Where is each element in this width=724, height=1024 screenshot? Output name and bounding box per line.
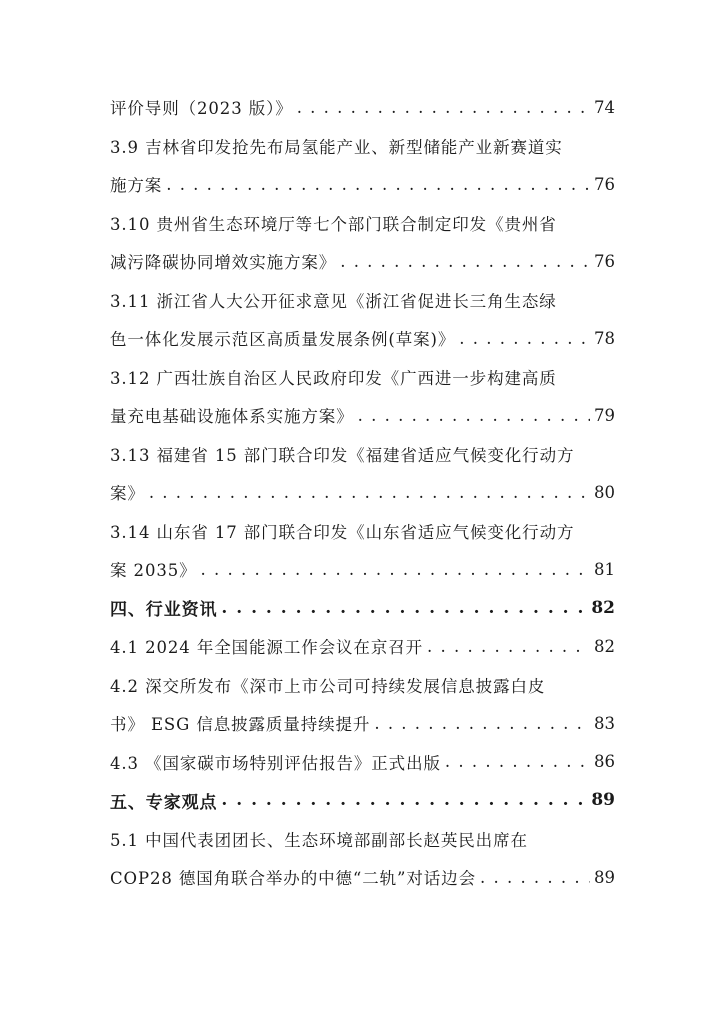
toc-line [110,127,615,166]
toc-entry-title: 4.1 2024 年全国能源工作会议在京召开 [110,638,424,658]
dot-leader [445,752,590,771]
toc-entry[interactable] [110,666,615,743]
table-of-contents [110,88,615,897]
toc-line [110,358,615,397]
toc-entry[interactable] [110,88,615,127]
toc-line [110,281,615,320]
toc-entry-title: 3.11 浙江省人大公开征求意见《浙江省促进长三角生态绿 [110,291,557,311]
dot-leader [297,98,590,117]
toc-line [110,88,615,127]
dot-leader [201,560,590,579]
toc-line [110,396,615,435]
toc-page-number: 89 [594,867,615,887]
dot-leader [480,868,590,887]
toc-line [110,858,615,897]
dot-leader [221,790,587,810]
toc-entry-title: 3.10 贵州省生态环境厅等七个部门联合制定印发《贵州省 [110,214,557,234]
toc-entry-title: COP28 德国角联合举办的中德“二轨”对话边会 [110,869,476,889]
toc-entry[interactable] [110,127,615,204]
toc-entry[interactable] [110,512,615,589]
toc-page-number: 79 [594,405,615,425]
toc-line [110,550,615,589]
toc-line [110,589,615,628]
dot-leader [149,483,590,502]
dot-leader [427,637,590,656]
toc-line [110,781,615,820]
toc-line [110,473,615,512]
toc-entry-title: 3.13 福建省 15 部门联合印发《福建省适应气候变化行动方 [110,445,575,465]
toc-entry-title: 施方案 [110,176,163,196]
toc-page-number: 81 [594,559,615,579]
toc-entry-title: 五、专家观点 [110,792,218,813]
toc-line [110,242,615,281]
toc-page-number: 83 [594,713,615,733]
toc-line [110,627,615,666]
dot-leader [166,175,590,194]
toc-entry[interactable] [110,820,615,897]
toc-entry[interactable] [110,204,615,281]
toc-page-number: 78 [594,328,615,348]
toc-entry-title: 4.3 《国家碳市场特别评估报告》正式出版 [110,753,441,773]
toc-line [110,319,615,358]
toc-entry-title: 四、行业资讯 [110,600,218,621]
toc-entry-title: 4.2 深交所发布《深市上市公司可持续发展信息披露白皮 [110,676,546,696]
toc-entry-title: 5.1 中国代表团团长、生态环境部副部长赵英民出席在 [110,830,528,850]
toc-entry[interactable] [110,358,615,435]
dot-leader [221,598,587,618]
toc-entry-title: 量充电基础设施体系实施方案》 [110,407,354,427]
toc-entry-title: 案》 [110,484,145,504]
toc-line [110,435,615,474]
toc-section-entry[interactable] [110,589,615,628]
dot-leader [374,714,590,733]
toc-page-number: 82 [594,636,615,656]
toc-page-number: 82 [591,597,615,618]
toc-entry-title: 书》 ESG 信息披露质量持续提升 [110,715,371,735]
toc-line [110,666,615,705]
toc-page-number: 76 [594,251,615,271]
dot-leader [340,252,590,271]
toc-entry[interactable] [110,435,615,512]
toc-line [110,743,615,782]
toc-line [110,820,615,859]
toc-page-number: 76 [594,174,615,194]
toc-entry[interactable] [110,627,615,666]
toc-entry-title: 3.12 广西壮族自治区人民政府印发《广西进一步构建高质 [110,368,557,388]
dot-leader [358,406,590,425]
toc-entry-title: 3.9 吉林省印发抢先布局氢能产业、新型储能产业新赛道实 [110,137,563,157]
toc-entry-title: 3.14 山东省 17 部门联合印发《山东省适应气候变化行动方 [110,522,575,542]
toc-entry-title: 评价导则（2023 版）》 [110,99,293,119]
toc-entry-title: 减污降碳协同增效实施方案》 [110,253,337,273]
toc-line [110,165,615,204]
toc-page-number: 74 [594,97,615,117]
toc-entry[interactable] [110,743,615,782]
toc-entry[interactable] [110,281,615,358]
toc-page-number: 86 [594,752,615,772]
toc-page-number: 89 [591,790,615,811]
toc-page-number: 80 [594,482,615,502]
toc-section-entry[interactable] [110,781,615,820]
dot-leader [459,329,590,348]
toc-entry-title: 色一体化发展示范区高质量发展条例(草案)》 [110,330,456,350]
toc-line [110,512,615,551]
toc-line [110,204,615,243]
toc-line [110,704,615,743]
toc-entry-title: 案 2035》 [110,561,197,581]
